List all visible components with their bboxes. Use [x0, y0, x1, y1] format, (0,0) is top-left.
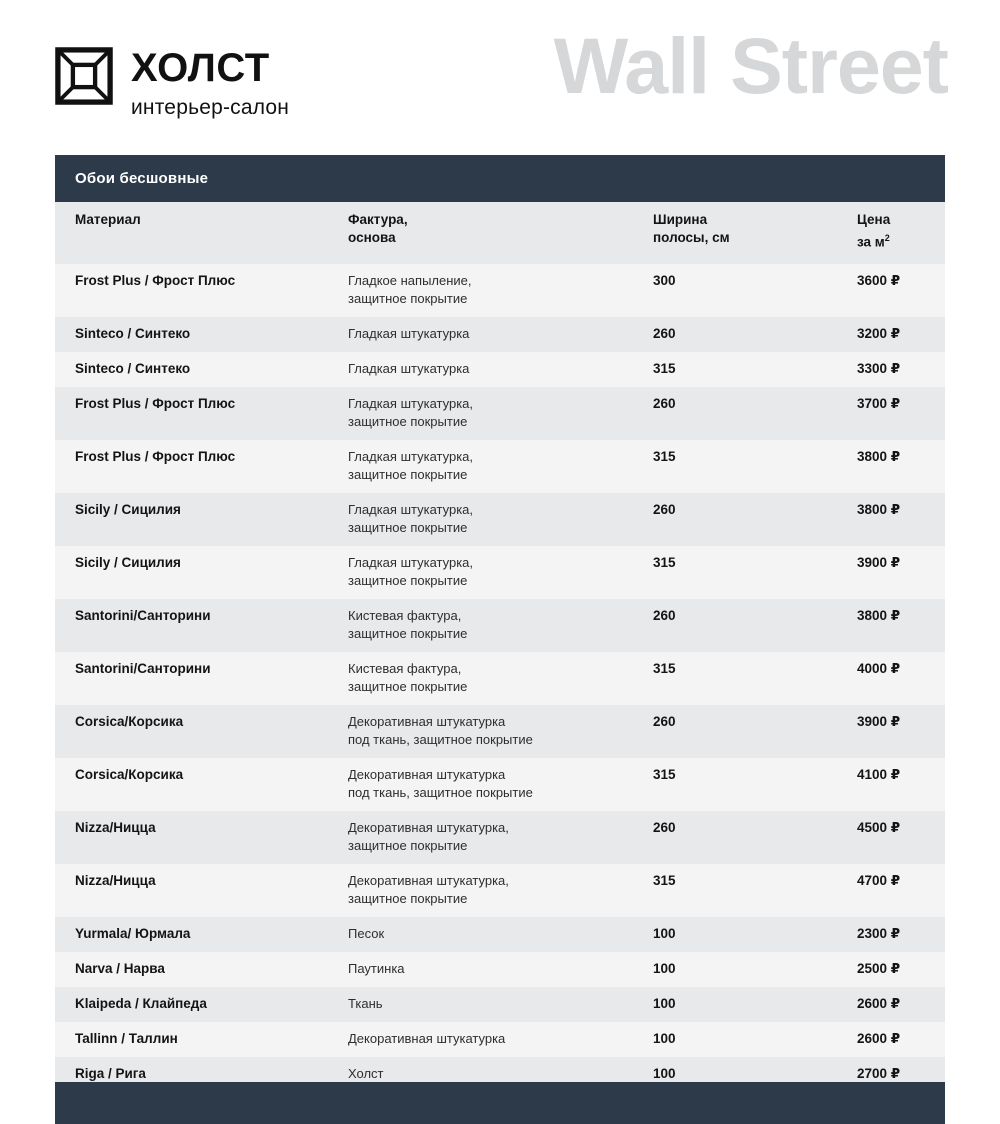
price-cell: 3200 ₽ — [857, 325, 901, 341]
texture-line: защитное покрытие — [348, 890, 468, 906]
material-cell: Frost Plus / Фрост Плюс — [75, 272, 236, 288]
texture-line: Декоративная штукатурка — [348, 1030, 506, 1046]
table-row — [55, 1022, 945, 1057]
material-cell: Sinteco / Синтеко — [75, 325, 191, 341]
texture-cell — [348, 713, 653, 749]
texture-line: защитное покрытие — [348, 413, 468, 429]
price-cell: 2600 ₽ — [857, 995, 901, 1011]
texture-cell — [348, 360, 653, 378]
table-row — [55, 387, 945, 440]
material-cell: Sicily / Сицилия — [75, 554, 181, 570]
texture-cell — [348, 925, 653, 943]
width-cell: 315 — [653, 360, 676, 376]
table-row — [55, 440, 945, 493]
table-row — [55, 917, 945, 952]
texture-line: под ткань, защитное покрытие — [348, 784, 533, 800]
material-cell: Nizza/Ницца — [75, 872, 156, 888]
material-cell: Tallinn / Таллин — [75, 1030, 178, 1046]
width-cell: 315 — [653, 554, 676, 570]
texture-line: Холст — [348, 1065, 384, 1081]
texture-cell — [348, 995, 653, 1013]
width-cell: 315 — [653, 448, 676, 464]
table-row — [55, 811, 945, 864]
texture-line: Декоративная штукатурка, — [348, 819, 509, 835]
material-cell: Nizza/Ницца — [75, 819, 156, 835]
texture-line: защитное покрытие — [348, 678, 468, 694]
table-row — [55, 864, 945, 917]
width-cell: 315 — [653, 660, 676, 676]
price-cell: 3800 ₽ — [857, 501, 901, 517]
header-price: Цена за $м^2$ — [857, 212, 891, 250]
width-cell: 260 — [653, 713, 676, 729]
width-cell: 100 — [653, 925, 676, 941]
price-cell: 3800 ₽ — [857, 448, 901, 464]
width-cell: 100 — [653, 1065, 676, 1081]
width-cell: 260 — [653, 819, 676, 835]
texture-line: Декоративная штукатурка — [348, 713, 506, 729]
texture-line: Ткань — [348, 995, 383, 1011]
texture-line: защитное покрытие — [348, 290, 468, 306]
texture-line: Песок — [348, 925, 385, 941]
section-title: Обои бесшовные — [75, 170, 209, 187]
texture-line: под ткань, защитное покрытие — [348, 731, 533, 747]
table-row — [55, 758, 945, 811]
table-row — [55, 317, 945, 352]
brand-name: ХОЛСТ — [131, 46, 270, 90]
table-row — [55, 546, 945, 599]
texture-cell — [348, 1065, 653, 1083]
table-row — [55, 493, 945, 546]
texture-cell — [348, 766, 653, 802]
width-cell: 260 — [653, 395, 676, 411]
price-cell: 4100 ₽ — [857, 766, 901, 782]
table-body — [55, 264, 945, 1092]
header-width: Ширина полосы, см — [653, 212, 730, 245]
material-cell: Narva / Нарва — [75, 960, 165, 976]
price-cell: 3600 ₽ — [857, 272, 901, 288]
price-cell: 3300 ₽ — [857, 360, 901, 376]
price-cell: 2600 ₽ — [857, 1030, 901, 1046]
texture-line: Гладкая штукатурка, — [348, 554, 474, 570]
price-cell: 2500 ₽ — [857, 960, 901, 976]
price-cell: 2700 ₽ — [857, 1065, 901, 1081]
material-cell: Corsica/Корсика — [75, 766, 184, 782]
brand-tagline: интерьер-салон — [131, 96, 290, 119]
table-row — [55, 352, 945, 387]
texture-cell — [348, 660, 653, 696]
texture-cell — [348, 501, 653, 537]
texture-line: Гладкое напыление, — [348, 272, 472, 288]
price-cell: 3900 ₽ — [857, 713, 901, 729]
material-cell: Corsica/Корсика — [75, 713, 184, 729]
header-material: Материал — [75, 212, 141, 227]
width-cell: 300 — [653, 272, 676, 288]
texture-line: Кистевая фактура, — [348, 607, 462, 623]
material-cell: Frost Plus / Фрост Плюс — [75, 448, 236, 464]
texture-line: защитное покрытие — [348, 572, 468, 588]
price-cell: 4500 ₽ — [857, 819, 901, 835]
square-frame-perspective-icon — [55, 46, 113, 106]
brand-block — [55, 46, 289, 120]
texture-line: Декоративная штукатурка — [348, 766, 506, 782]
table-header-row — [55, 202, 945, 264]
texture-line: Гладкая штукатурка — [348, 325, 470, 341]
width-cell: 260 — [653, 501, 676, 517]
texture-cell — [348, 554, 653, 590]
material-cell: Sicily / Сицилия — [75, 501, 181, 517]
texture-line: Декоративная штукатурка, — [348, 872, 509, 888]
table-row — [55, 652, 945, 705]
texture-line: защитное покрытие — [348, 837, 468, 853]
texture-cell — [348, 395, 653, 431]
material-cell: Frost Plus / Фрост Плюс — [75, 395, 236, 411]
section-header-band — [55, 155, 945, 202]
texture-line: Кистевая фактура, — [348, 660, 462, 676]
table-row — [55, 599, 945, 652]
width-cell: 315 — [653, 766, 676, 782]
width-cell: 260 — [653, 607, 676, 623]
next-section-band — [55, 1082, 945, 1124]
material-cell: Santorini/Санторини — [75, 607, 211, 623]
material-cell: Klaipeda / Клайпеда — [75, 995, 207, 1011]
texture-line: защитное покрытие — [348, 625, 468, 641]
material-cell: Sinteco / Синтеко — [75, 360, 191, 376]
texture-cell — [348, 272, 653, 308]
texture-cell — [348, 607, 653, 643]
width-cell: 100 — [653, 1030, 676, 1046]
price-cell: 3900 ₽ — [857, 554, 901, 570]
price-cell: 4700 ₽ — [857, 872, 901, 888]
texture-line: Гладкая штукатурка — [348, 360, 470, 376]
material-cell: Santorini/Санторини — [75, 660, 211, 676]
table-row — [55, 264, 945, 317]
texture-line: Гладкая штукатурка, — [348, 448, 474, 464]
texture-cell — [348, 960, 653, 978]
width-cell: 315 — [653, 872, 676, 888]
material-cell: Riga / Рига — [75, 1065, 146, 1081]
texture-cell — [348, 872, 653, 908]
texture-cell — [348, 448, 653, 484]
texture-line: Паутинка — [348, 960, 405, 976]
price-cell: 2300 ₽ — [857, 925, 901, 941]
texture-line: Гладкая штукатурка, — [348, 501, 474, 517]
width-cell: 100 — [653, 960, 676, 976]
texture-line: Гладкая штукатурка, — [348, 395, 474, 411]
price-cell: 3800 ₽ — [857, 607, 901, 623]
price-cell: 4000 ₽ — [857, 660, 901, 676]
brand-text — [131, 46, 289, 120]
table-row — [55, 987, 945, 1022]
header-texture: Фактура, основа — [348, 212, 408, 245]
texture-line: защитное покрытие — [348, 466, 468, 482]
material-cell: Yurmala/ Юрмала — [75, 925, 191, 941]
texture-cell — [348, 1030, 653, 1048]
width-cell: 100 — [653, 995, 676, 1011]
texture-line: защитное покрытие — [348, 519, 468, 535]
texture-cell — [348, 819, 653, 855]
table-row — [55, 952, 945, 987]
squared-superscript: 2 — [884, 233, 890, 243]
width-cell: 260 — [653, 325, 676, 341]
texture-cell — [348, 325, 653, 343]
table-row — [55, 705, 945, 758]
price-table — [55, 155, 945, 1092]
watermark-wall-street: Wall Street — [553, 21, 948, 110]
price-cell: 3700 ₽ — [857, 395, 901, 411]
